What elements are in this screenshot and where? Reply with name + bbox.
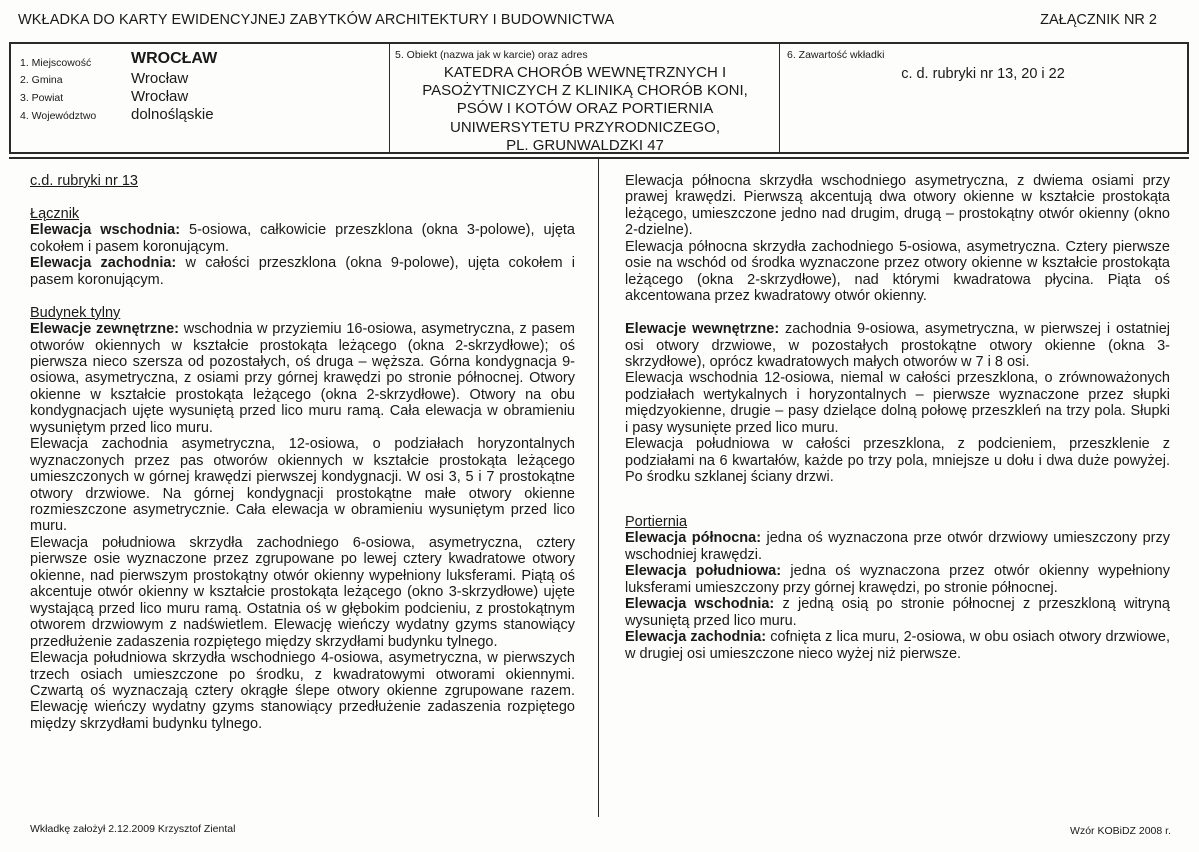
voivodeship-label: 4. Województwo xyxy=(20,110,97,122)
contents-label: 6. Zawartość wkładki xyxy=(787,49,885,61)
lodge-heading: Portiernia xyxy=(625,514,688,531)
north-elevation-east-wing: Elewacja północna skrzydła wschodniego asymetryczna, z dwiema osiami przy prawej krawędzi. Pierwszą akcentują dwa otwory okienne w kształcie prostokąta leżącego, umieszczone jedno nad drugim, drugą – prostokątny otwór okienny (okno 2-dzielne). xyxy=(625,173,1170,239)
connector-west: Elewacja zachodnia: w całości przeszklona (okna 9-polowe), ujęta cokołem i pasem koronującym. xyxy=(30,255,575,288)
footer-author: Wkładkę założył 2.12.2009 Krzysztof Ziental xyxy=(30,823,236,835)
object-label: 5. Obiekt (nazwa jak w karcie) oraz adres xyxy=(395,49,588,61)
rear-building-heading: Budynek tylny xyxy=(30,304,121,321)
column-divider xyxy=(598,157,599,817)
locality-value: WROCŁAW xyxy=(131,50,218,67)
header-box xyxy=(9,42,1189,154)
contents-value: c. d. rubryki nr 13, 20 i 22 xyxy=(901,66,1065,82)
north-elevation-west-wing: Elewacja północna skrzydła zachodniego 5-osiowa, asymetryczna. Cztery pierwsze osie na wschód od środka wyznaczone przez otwory okienne w kształcie prostokąta leżącego (okna 2-skrzydłowe), nad którymi kwadratowa płycina. Piąta oś akcentowana przez kwadratowy otwór okienny. xyxy=(625,238,1170,305)
connector-heading: Łącznik xyxy=(30,205,80,222)
lodge-west: Elewacja zachodnia: cofnięta z lica muru, 2-osiowa, w obu osiach otwory drzwiowe, w drugiej osi umieszczone nieco wyżej niż pierwsze. xyxy=(625,629,1170,662)
object-name-line: PL. GRUNWALDZKI 47 xyxy=(506,136,664,154)
object-name-line: PSÓW I KOTÓW ORAZ PORTIERNIA xyxy=(456,100,714,118)
lodge-north: Elewacja północna: jedna oś wyznaczona prze otwór drzwiowy umieszczony przy wschodniej krawędzi. xyxy=(625,530,1170,563)
commune-label: 2. Gmina xyxy=(20,74,63,86)
right-column xyxy=(625,173,1170,662)
object-name-line: KATEDRA CHORÓB WEWNĘTRZNYCH I xyxy=(443,64,727,81)
footer-template: Wzór KOBiDZ 2008 r. xyxy=(1070,825,1171,837)
object-name-line: UNIWERSYTETU PRZYRODNICZEGO, xyxy=(449,118,720,136)
left-column xyxy=(30,173,575,732)
west-elevation: Elewacja zachodnia asymetryczna, 12-osiowa, o podziałach horyzontalnych wyznaczonych przez pas otworów okiennych w kształcie prostokąta leżącego umieszczonych w górnej krawędzi pierwszej kondygnacji. W osi 3, 5 i 7 prostokątne otwory drzwiowe. Na górnej kondygnacji prostokątne małe otwory okienne rozmieszczone asymetrycznie. Cała elewacja w obramieniu wysuniętym przed lico muru. xyxy=(30,436,575,535)
section-heading: c.d. rubryki nr 13 xyxy=(30,173,138,189)
locality-label: 1. Miejscowość xyxy=(20,57,92,69)
south-elevation-west-wing: Elewacja południowa skrzydła zachodniego 6-osiowa, asymetryczna, cztery pierwsze osie wyznaczone przez zgrupowane po lewej cztery kwadratowe otwory okienne, nad pierwszym prostokątny otwór okienny wypełniony luksferami. Piątą oś akcentuje otwór okienny w kształcie prostokąta leżącego (okno 3-skrzydłowe) ujęte wystającą przed lico muru ramą. Ostatnia oś w głębokim podcieniu, z prostokątnym otworem drzwiowym z nadświetlem. Elewację wieńczy wydatny gzyms stanowiący przedłużenie zadaszenia rozpiętego między skrzydłami budynku tylnego. xyxy=(30,534,575,650)
document-title: WKŁADKA DO KARTY EWIDENCYJNEJ ZABYTKÓW ARCHITEKTURY I BUDOWNICTWA xyxy=(18,12,615,28)
internal-east-elevation: Elewacja wschodnia 12-osiowa, niemal w całości przeszklona, o zrównoważonych podziałach wertykalnych i horyzontalnych – pierwsze wyznaczone przez słupki międzyokienne, drugie – pasy dzielące dolną połowę przeszkleń na trzy pola. Słupki i pasy wysunięte przed lico muru. xyxy=(625,370,1170,436)
south-elevation-east-wing: Elewacja południowa skrzydła wschodniego 4-osiowa, asymetryczna, w pierwszych trzech osiach umieszczone po środku, z kwadratowymi otworami okiennymi. Czwartą oś wyznaczają cztery okrągłe ślepe otwory okienne zgrupowane razem. Elewację wieńczy wydatny gzyms stanowiący przedłużenie zadaszenia rozpiętego między skrzydłami budynku tylnego. xyxy=(30,650,575,732)
county-value: Wrocław xyxy=(131,88,189,105)
internal-elevations: Elewacje wewnętrzne: zachodnia 9-osiowa, asymetryczna, w pierwszej i ostatniej osi otwory drzwiowe, w pozostałych prostokątne otwory okienne (okna 3-skrzydłowe), oprócz kwadratowych małych otworów w 7 i 8 osi. xyxy=(625,321,1170,370)
internal-south-elevation: Elewacja południowa w całości przeszklona, z podcieniem, przeszklenie z podziałami na 6 kwartałów, każde po trzy pola, mniejsze u dołu i dwa duże powyżej. Po środku szklanej ściany drzwi. xyxy=(625,436,1170,486)
annex-number: ZAŁĄCZNIK NR 2 xyxy=(1040,12,1157,28)
lodge-east: Elewacja wschodnia: z jedną osią po stronie północnej z przeszkloną witryną wysuniętą przed lico muru. xyxy=(625,596,1170,629)
header-rule xyxy=(9,157,1189,159)
external-elevations: Elewacje zewnętrzne: wschodnia w przyziemiu 16-osiowa, asymetryczna, z pasem otworów okiennych w kształcie prostokąta leżącego (okna 2-skrzydłowe); oś pierwsza nieco szersza od pozostałych, oś druga – węższa. Górna kondygnacja 9-osiowa, asymetryczna, z osiami przy górnej krawędzi po stronie północnej. Otwory okienne w kształcie prostokąta leżącego (okna 2-skrzydłowe). Otwory na obu kondygnacjach ujęte wysuniętą przed lico muru ramą. Cała elewacja w obramieniu wysuniętym przed lico muru. xyxy=(30,321,575,436)
lodge-south: Elewacja południowa: jedna oś wyznaczona przez otwór okienny wypełniony luksferami umieszczony przy górnej krawędzi, po stronie północnej. xyxy=(625,563,1170,596)
voivodeship-value: dolnośląskie xyxy=(131,106,214,123)
object-name xyxy=(389,64,781,155)
object-name-line: PASOŻYTNICZYCH Z KLINIKĄ CHORÓB KONI, xyxy=(422,82,748,100)
county-label: 3. Powiat xyxy=(20,92,64,104)
commune-value: Wrocław xyxy=(131,70,189,87)
connector-east: Elewacja wschodnia: 5-osiowa, całkowicie przeszklona (okna 3-polowe), ujęta cokołem i pasem koronującym. xyxy=(30,222,575,255)
